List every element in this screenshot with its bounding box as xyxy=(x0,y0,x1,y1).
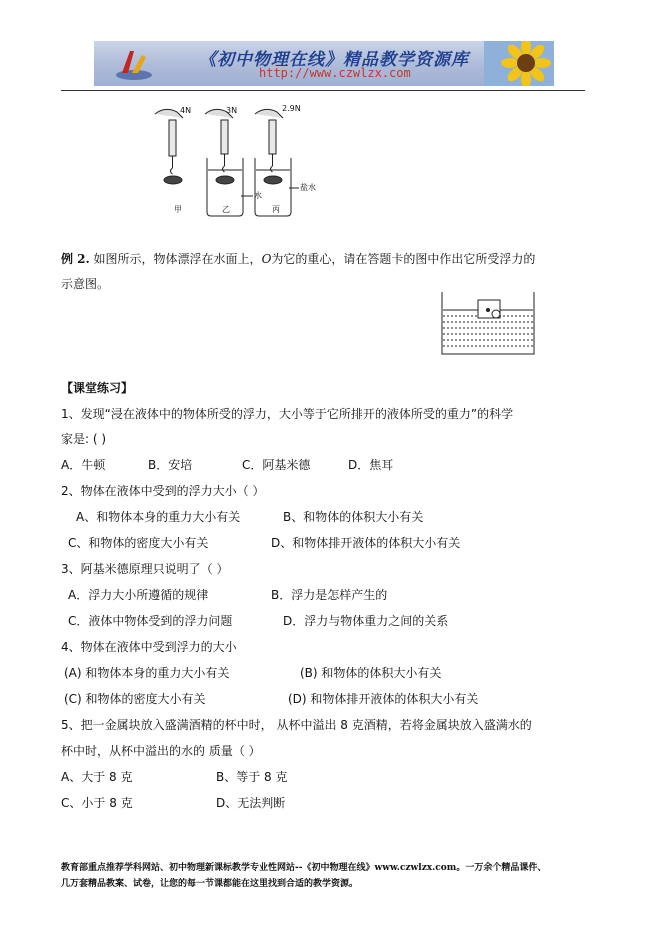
practice-heading: 【课堂练习】 xyxy=(61,381,134,395)
q1-line1: 1、发现“浸在液体中的物体所受的浮力，大小等于它所排开的液体所受的重力”的科学 xyxy=(61,407,514,421)
q4-option-b: (B) 和物体的体积大小有关 xyxy=(300,666,442,680)
q4-stem: 4、物体在液体中受到浮力的大小 xyxy=(61,640,237,654)
q5-line2: 杯中时，从杯中溢出的水的 质量（ ） xyxy=(61,744,261,758)
label-water: 水 xyxy=(254,191,262,200)
header-divider xyxy=(61,90,585,91)
caption-bing: 丙 xyxy=(272,205,280,214)
q4-option-a: (A) 和物体本身的重力大小有关 xyxy=(64,666,230,680)
q5-option-a: A、大于 8 克 xyxy=(61,770,133,784)
caption-jia: 甲 xyxy=(174,205,182,214)
header-banner xyxy=(94,41,554,86)
q3-option-c: C．液体中物体受到的浮力问题 xyxy=(68,614,233,628)
q2-stem: 2、物体在液体中受到的浮力大小（ ） xyxy=(61,484,265,498)
buoyancy-experiment-figure xyxy=(135,100,350,222)
q2-option-d: D、和物体排开液体的体积大小有关 xyxy=(271,536,461,550)
reading-bing: 2.9N xyxy=(282,104,301,113)
q1-option-d: D．焦耳 xyxy=(348,458,394,472)
q5-option-b: B、等于 8 克 xyxy=(216,770,288,784)
center-symbol: O xyxy=(261,252,272,266)
q5-option-c: C、小于 8 克 xyxy=(61,796,133,810)
example-text-b: 为它的重心，请在答题卡的图中作出它所受浮力的 xyxy=(271,252,536,266)
q3-option-b: B．浮力是怎样产生的 xyxy=(271,588,388,602)
example-2-line2: 示意图。 xyxy=(61,277,110,291)
q1-option-a: A．牛顿 xyxy=(61,458,106,472)
reading-jia: 4N xyxy=(180,106,192,115)
reading-yi: 3N xyxy=(226,106,238,115)
q4-option-c: (C) 和物体的密度大小有关 xyxy=(64,692,206,706)
footer-line2: 几万套精品教案、试卷，让您的每一节课都能在这里找到合适的教学资源。 xyxy=(61,879,359,889)
example-2-line1 xyxy=(61,251,535,267)
q3-stem: 3、阿基米德原理只说明了（ ） xyxy=(61,562,229,576)
example-label: 例 2. xyxy=(61,252,90,266)
example-text-a: 如图所示，物体漂浮在水面上， xyxy=(93,252,262,266)
page-footer xyxy=(61,860,621,892)
q2-option-a: A、和物体本身的重力大小有关 xyxy=(76,510,241,524)
sunflower-icon xyxy=(484,41,554,86)
q2-option-c: C、和物体的密度大小有关 xyxy=(68,536,209,550)
q1-option-c: C．阿基米德 xyxy=(242,458,311,472)
q4-option-d: (D) 和物体排开液体的体积大小有关 xyxy=(288,692,479,706)
site-logo-icon xyxy=(114,47,154,81)
q3-option-a: A．浮力大小所遵循的规律 xyxy=(68,588,209,602)
banner-title: 《初中物理在线》精品教学资源库 xyxy=(199,50,469,70)
q1-line2: 家是: ( ) xyxy=(61,432,107,446)
banner-url[interactable]: http://www.czwlzx.com xyxy=(259,66,411,80)
label-salt-water: 盐水 xyxy=(300,183,316,192)
q2-option-b: B、和物体的体积大小有关 xyxy=(283,510,424,524)
caption-yi: 乙 xyxy=(222,205,230,214)
q1-option-b: B．安培 xyxy=(148,458,193,472)
q5-option-d: D、无法判断 xyxy=(216,796,286,810)
q3-option-d: D．浮力与物体重力之间的关系 xyxy=(283,614,449,628)
floating-block-figure xyxy=(440,292,536,356)
q5-line1: 5、把一金属块放入盛满酒精的杯中时， 从杯中溢出 8 克酒精，若将金属块放入盛满水的 xyxy=(61,718,532,732)
footer-line1: 教育部重点推荐学科网站、初中物理新课标教学专业性网站--《初中物理在线》www.czwlzx.com。一万余个精品课件、 xyxy=(61,863,547,873)
